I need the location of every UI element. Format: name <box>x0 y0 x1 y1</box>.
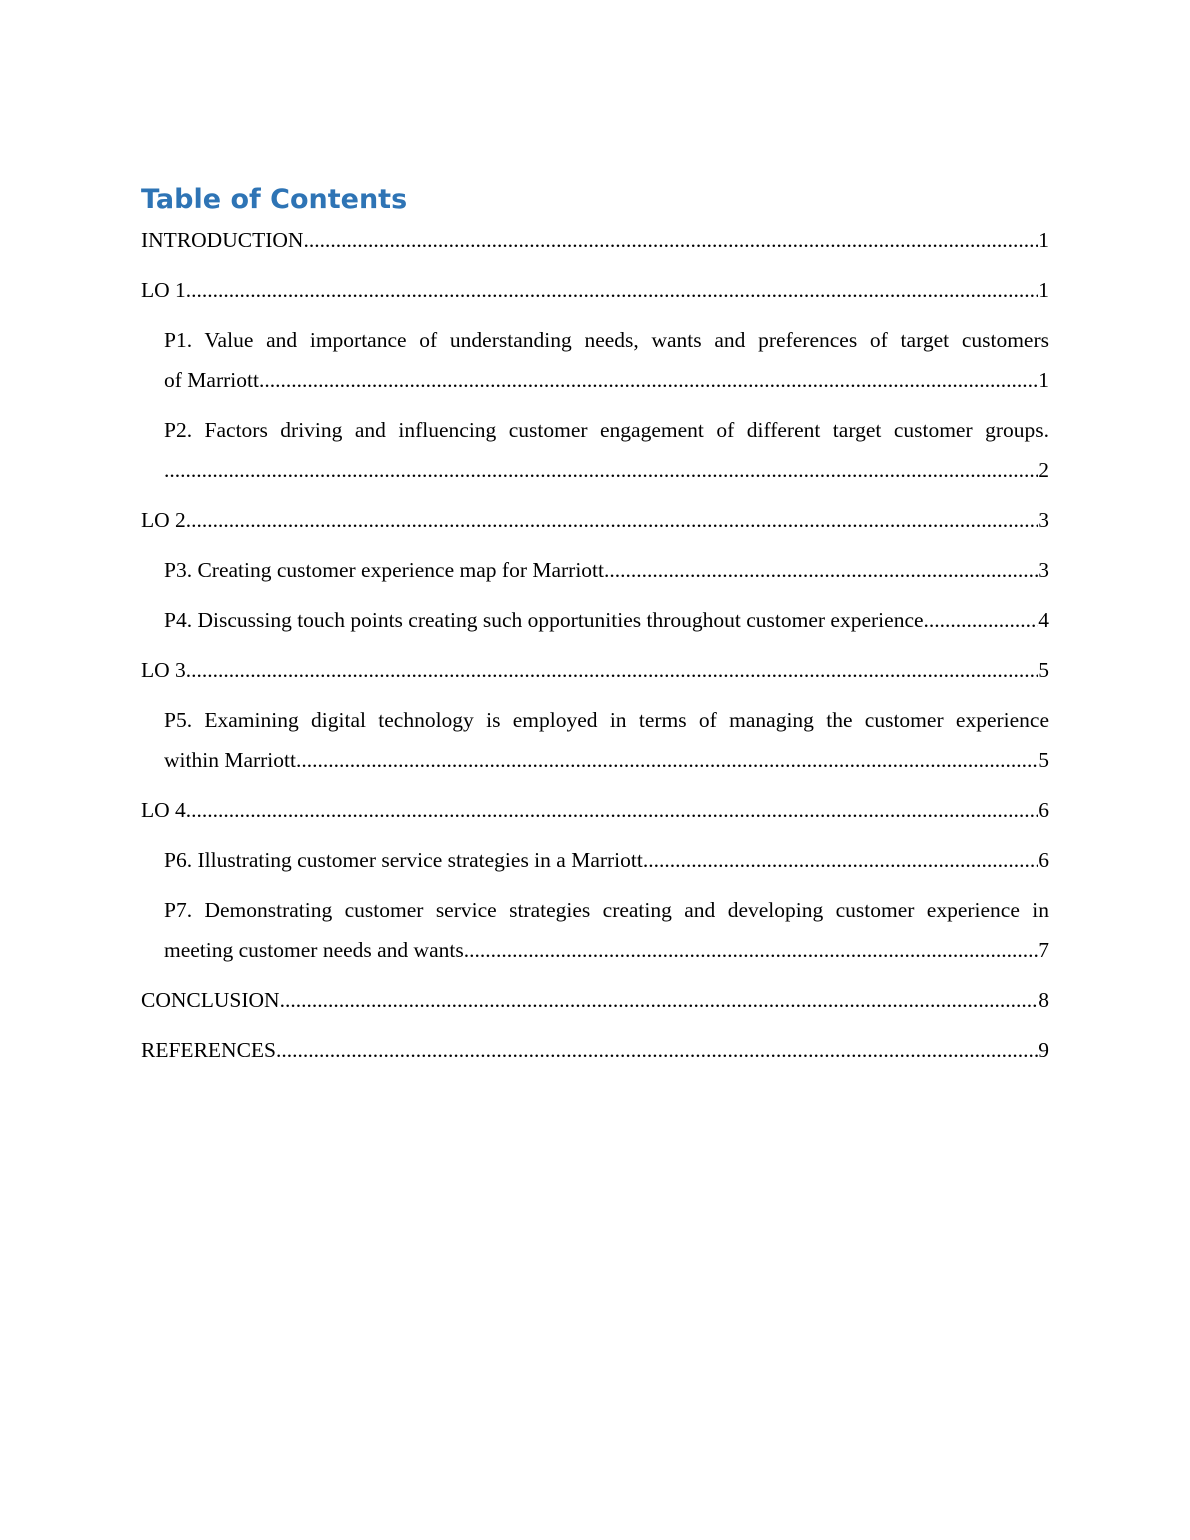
dot-leader <box>604 550 1038 590</box>
toc-entry-p1[interactable] <box>141 320 1049 400</box>
toc-entry-text: LO 1 <box>141 278 186 302</box>
toc-entry-text: P6. Illustrating customer service strategies in a Marriott <box>164 848 643 872</box>
toc-page-number: 5 <box>1038 748 1049 772</box>
dot-leader <box>164 450 1038 490</box>
dot-leader <box>186 650 1038 690</box>
dot-leader <box>186 270 1038 310</box>
toc-entry-text: LO 3 <box>141 658 186 682</box>
toc-entry-p7[interactable] <box>141 890 1049 970</box>
toc-entry-text-continued: within Marriott <box>164 748 296 772</box>
toc-entry-text: REFERENCES <box>141 1038 276 1062</box>
toc-page-number: 6 <box>1038 798 1049 822</box>
toc-entry-lo1[interactable] <box>141 270 1049 310</box>
toc-entry-conclusion[interactable] <box>141 980 1049 1020</box>
toc-page-number: 3 <box>1038 558 1049 582</box>
dot-leader <box>303 220 1038 260</box>
toc-entry-text-continued: of Marriott <box>164 368 259 392</box>
toc-page-number: 1 <box>1038 228 1049 252</box>
toc-page-number: 7 <box>1038 938 1049 962</box>
toc-entry-text: P4. Discussing touch points creating such opportunities throughout customer experience <box>164 608 924 632</box>
dot-leader <box>276 1030 1038 1070</box>
dot-leader <box>296 740 1038 780</box>
toc-entry-text: CONCLUSION <box>141 988 280 1012</box>
toc-title: Table of Contents <box>141 184 408 215</box>
toc-page-number: 8 <box>1038 988 1049 1012</box>
toc-entry-text: P1. Value and importance of understanding needs, wants and preferences of target customers <box>164 328 1049 352</box>
toc-entry-text: P3. Creating customer experience map for Marriott <box>164 558 605 582</box>
toc-page-number: 6 <box>1038 848 1049 872</box>
toc-entry-text-continued: meeting customer needs and wants <box>164 938 464 962</box>
toc-page-number: 3 <box>1038 508 1049 532</box>
toc-page-number: 5 <box>1038 658 1049 682</box>
table-of-contents <box>141 182 1049 1080</box>
toc-page-number: 2 <box>1038 458 1049 482</box>
dot-leader <box>186 790 1038 830</box>
dot-leader <box>259 360 1038 400</box>
toc-page-number: 1 <box>1038 368 1049 392</box>
toc-entry-p5[interactable] <box>141 700 1049 780</box>
toc-entry-p3[interactable] <box>141 550 1049 590</box>
toc-entry-text: LO 4 <box>141 798 186 822</box>
toc-entry-text: P7. Demonstrating customer service strategies creating and developing customer experience in <box>164 898 1049 922</box>
toc-entry-p2[interactable] <box>141 410 1049 490</box>
toc-entry-lo2[interactable] <box>141 500 1049 540</box>
dot-leader <box>924 600 1039 640</box>
toc-entry-p4[interactable] <box>141 600 1049 640</box>
toc-entry-text: P2. Factors driving and influencing customer engagement of different target customer groups. <box>164 418 1049 442</box>
toc-entry-lo4[interactable] <box>141 790 1049 830</box>
toc-entry-text: P5. Examining digital technology is employed in terms of managing the customer experience <box>164 708 1049 732</box>
dot-leader <box>186 500 1038 540</box>
toc-entry-introduction[interactable] <box>141 220 1049 260</box>
dot-leader <box>643 840 1038 880</box>
toc-entry-p6[interactable] <box>141 840 1049 880</box>
dot-leader <box>280 980 1039 1020</box>
toc-entry-references[interactable] <box>141 1030 1049 1070</box>
dot-leader <box>464 930 1039 970</box>
toc-page-number: 1 <box>1038 278 1049 302</box>
toc-entry-lo3[interactable] <box>141 650 1049 690</box>
toc-page-number: 9 <box>1038 1038 1049 1062</box>
toc-entry-text: LO 2 <box>141 508 186 532</box>
toc-entry-text: INTRODUCTION <box>141 228 304 252</box>
toc-page-number: 4 <box>1038 608 1049 632</box>
